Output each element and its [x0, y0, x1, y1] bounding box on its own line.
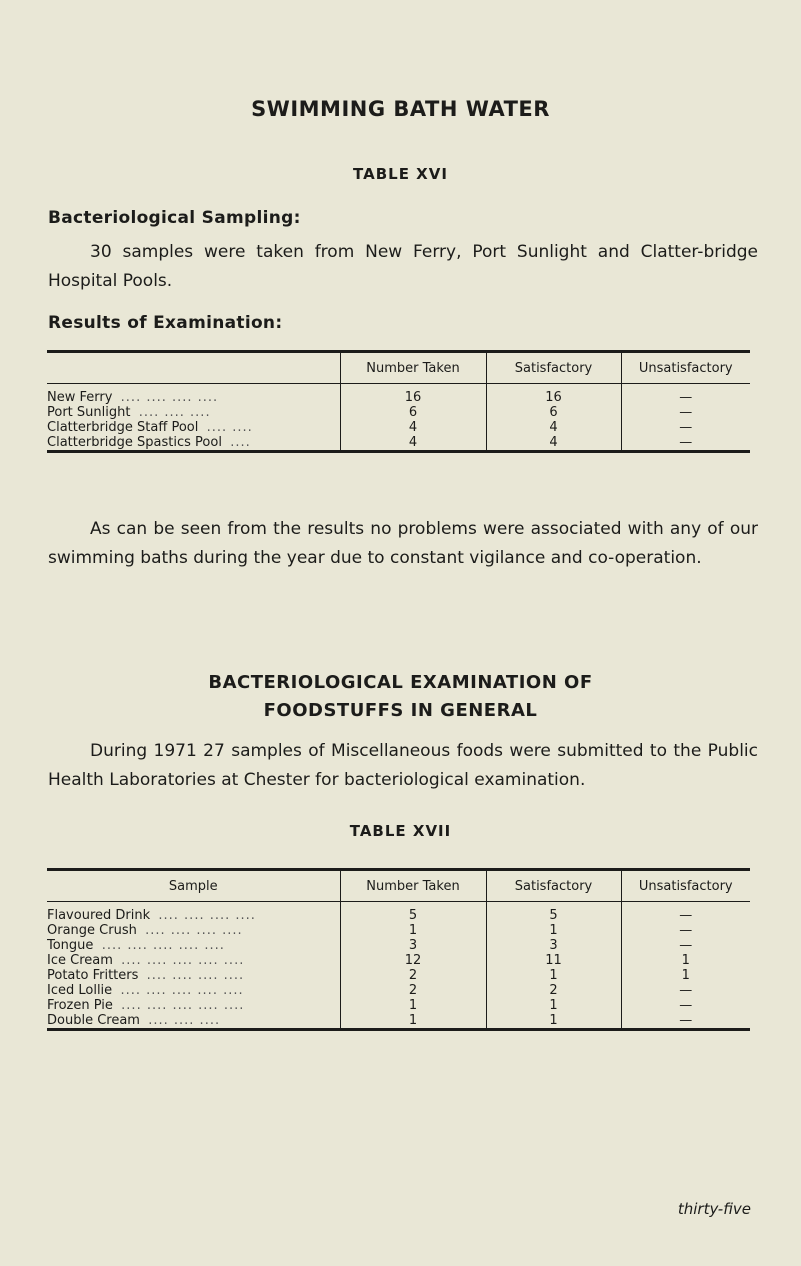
sampling-intro-paragraph: 30 samples were taken from New Ferry, Port Sunlight and Clatter-bridge Hospital Pools. — [48, 242, 758, 291]
sample-name: Clatterbridge Spastics Pool — [47, 435, 222, 450]
leader-dots: .... .... .... .... .... — [121, 998, 245, 1013]
satisfactory-cell: 1 — [486, 1013, 621, 1030]
table-row — [47, 983, 750, 998]
table-row — [47, 420, 750, 435]
sample-name: Flavoured Drink — [47, 908, 151, 923]
sample-name: Double Cream — [47, 1013, 140, 1028]
leader-dots: .... .... .... .... .... — [120, 983, 244, 998]
number-taken-cell: 6 — [340, 405, 486, 420]
sample-name-cell — [47, 420, 340, 435]
conclusion-paragraph: As can be seen from the results no problems were associated with any of our swimming baths during the year due to constant vigilance and co-operation. — [48, 519, 758, 568]
unsatisfactory-cell: — — [621, 923, 750, 938]
page-title: SWIMMING BATH WATER — [251, 97, 550, 121]
sample-name-cell — [47, 902, 340, 924]
sample-name: Frozen Pie — [47, 998, 113, 1013]
table-row — [47, 923, 750, 938]
sample-name-cell — [47, 1013, 340, 1030]
number-taken-cell: 16 — [340, 384, 486, 406]
sample-name: Orange Crush — [47, 923, 137, 938]
satisfactory-cell: 6 — [486, 405, 621, 420]
sample-name-cell — [47, 435, 340, 452]
sample-name-cell — [47, 983, 340, 998]
sample-name-cell — [47, 384, 340, 406]
sample-name-cell — [47, 923, 340, 938]
table-16-header-row — [47, 352, 750, 384]
satisfactory-cell: 1 — [486, 968, 621, 983]
column-header-unsatisfactory: Unsatisfactory — [621, 870, 750, 902]
leader-dots: .... .... .... .... — [146, 968, 245, 983]
number-taken-cell: 2 — [340, 968, 486, 983]
table-row — [47, 968, 750, 983]
column-header-number-taken: Number Taken — [340, 352, 486, 384]
table-17 — [47, 868, 750, 1031]
results-heading: Results of Examination: — [48, 313, 283, 333]
unsatisfactory-cell: 1 — [621, 968, 750, 983]
unsatisfactory-cell: — — [621, 384, 750, 406]
number-taken-cell: 4 — [340, 420, 486, 435]
unsatisfactory-cell: — — [621, 420, 750, 435]
number-taken-cell: 1 — [340, 1013, 486, 1030]
foodstuffs-heading-line-2: FOODSTUFFS IN GENERAL — [263, 700, 538, 721]
number-taken-cell: 5 — [340, 902, 486, 924]
number-taken-cell: 3 — [340, 938, 486, 953]
satisfactory-cell: 3 — [486, 938, 621, 953]
column-header-number-taken: Number Taken — [340, 870, 486, 902]
page-number: thirty-five — [677, 1200, 751, 1218]
table-16-label: TABLE XVI — [353, 165, 448, 183]
column-header-blank — [47, 352, 340, 384]
satisfactory-cell: 4 — [486, 435, 621, 452]
sample-name: New Ferry — [47, 390, 113, 405]
table-row — [47, 998, 750, 1013]
table-17-header-row — [47, 870, 750, 902]
sample-name: Port Sunlight — [47, 405, 131, 420]
unsatisfactory-cell: — — [621, 1013, 750, 1030]
sample-name-cell — [47, 998, 340, 1013]
foodstuffs-intro-paragraph: During 1971 27 samples of Miscellaneous foods were submitted to the Public Health Laboratories at Chester for bacteriological examination. — [48, 741, 758, 790]
leader-dots: .... .... .... .... .... — [121, 953, 245, 968]
sample-name-cell — [47, 953, 340, 968]
table-row — [47, 938, 750, 953]
unsatisfactory-cell: — — [621, 435, 750, 452]
unsatisfactory-cell: — — [621, 998, 750, 1013]
sample-name-cell — [47, 938, 340, 953]
number-taken-cell: 12 — [340, 953, 486, 968]
sample-name-cell — [47, 968, 340, 983]
satisfactory-cell: 5 — [486, 902, 621, 924]
column-header-satisfactory: Satisfactory — [486, 870, 621, 902]
foodstuffs-heading-line-1: BACTERIOLOGICAL EXAMINATION OF — [208, 672, 593, 693]
sample-name: Clatterbridge Staff Pool — [47, 420, 199, 435]
number-taken-cell: 1 — [340, 998, 486, 1013]
table-row — [47, 405, 750, 420]
leader-dots: .... .... .... .... — [145, 923, 243, 938]
column-header-unsatisfactory: Unsatisfactory — [621, 352, 750, 384]
leader-dots: .... .... .... .... .... — [101, 938, 225, 953]
table-17-label: TABLE XVII — [349, 822, 452, 840]
satisfactory-cell: 2 — [486, 983, 621, 998]
table-row — [47, 1013, 750, 1030]
sample-name: Ice Cream — [47, 953, 113, 968]
satisfactory-cell: 11 — [486, 953, 621, 968]
satisfactory-cell: 4 — [486, 420, 621, 435]
table-row — [47, 902, 750, 924]
number-taken-cell: 1 — [340, 923, 486, 938]
satisfactory-cell: 16 — [486, 384, 621, 406]
leader-dots: .... .... — [206, 420, 253, 435]
number-taken-cell: 2 — [340, 983, 486, 998]
unsatisfactory-cell: — — [621, 983, 750, 998]
sample-name-cell — [47, 405, 340, 420]
unsatisfactory-cell: — — [621, 902, 750, 924]
sample-name: Tongue — [47, 938, 94, 953]
table-row — [47, 953, 750, 968]
sample-name: Iced Lollie — [47, 983, 113, 998]
unsatisfactory-cell: — — [621, 405, 750, 420]
foodstuffs-section-heading — [0, 669, 801, 725]
leader-dots: .... — [230, 435, 251, 450]
leader-dots: .... .... .... — [148, 1013, 221, 1028]
leader-dots: .... .... .... .... — [158, 908, 256, 923]
bacteriological-sampling-heading: Bacteriological Sampling: — [48, 208, 301, 228]
table-16 — [47, 350, 750, 453]
table-row — [47, 435, 750, 452]
sample-name: Potato Fritters — [47, 968, 139, 983]
table-row — [47, 384, 750, 406]
satisfactory-cell: 1 — [486, 923, 621, 938]
column-header-sample: Sample — [47, 870, 340, 902]
leader-dots: .... .... .... .... — [120, 390, 219, 405]
unsatisfactory-cell: — — [621, 938, 750, 953]
number-taken-cell: 4 — [340, 435, 486, 452]
leader-dots: .... .... .... — [138, 405, 211, 420]
satisfactory-cell: 1 — [486, 998, 621, 1013]
column-header-satisfactory: Satisfactory — [486, 352, 621, 384]
unsatisfactory-cell: 1 — [621, 953, 750, 968]
